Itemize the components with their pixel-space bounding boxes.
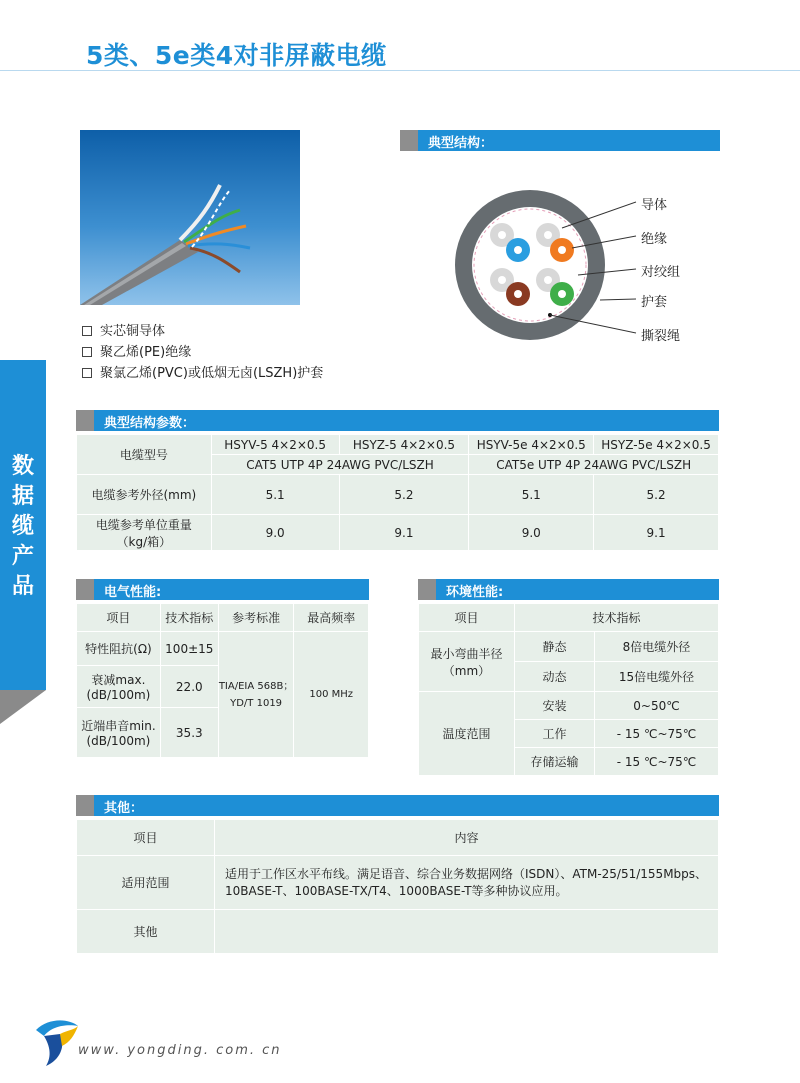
feature-text: 聚乙烯(PE)绝缘 <box>100 345 192 360</box>
params-weight-value: 9.1 <box>339 515 469 551</box>
website-url[interactable]: www. yongding. com. cn <box>78 1043 282 1058</box>
side-tab-char: 据 <box>11 484 34 509</box>
params-weight-value: 9.1 <box>594 515 719 551</box>
feature-text: 实芯铜导体 <box>100 324 166 339</box>
environment-header: 项目 <box>419 604 515 632</box>
work-label: 工作 <box>515 720 595 748</box>
checkbox-icon <box>82 347 92 357</box>
environment-table <box>418 603 719 776</box>
storage-value: - 15 ℃~75℃ <box>595 748 719 776</box>
dynamic-value: 15倍电缆外径 <box>595 662 719 692</box>
params-model: HSYV-5e 4×2×0.5 <box>469 435 594 455</box>
label-jacket: 护套 <box>641 295 668 310</box>
install-value: 0~50℃ <box>595 692 719 720</box>
company-logo <box>30 1016 80 1068</box>
max-frequency: 100 MHz <box>294 632 369 758</box>
attenuation-value: 22.0 <box>160 666 218 708</box>
params-od-label: 电缆参考外径(mm) <box>77 475 212 515</box>
electrical-header: 参考标准 <box>218 604 294 632</box>
side-tab-char: 缆 <box>11 514 34 539</box>
scope-label: 适用范围 <box>77 856 215 910</box>
params-od-value: 5.2 <box>594 475 719 515</box>
structure-section-header <box>400 130 720 151</box>
params-weight-value: 9.0 <box>469 515 594 551</box>
attenuation-label: 衰减max. (dB/100m) <box>77 666 161 708</box>
environment-header: 技术指标 <box>515 604 719 632</box>
electrical-heading: 电气性能: <box>104 585 162 600</box>
static-label: 静态 <box>515 632 595 662</box>
electrical-table <box>76 603 369 758</box>
side-tab-char: 产 <box>11 544 34 569</box>
feature-item <box>82 362 323 381</box>
side-tab-char: 数 <box>11 454 34 479</box>
other-header: 内容 <box>215 820 719 856</box>
feature-item <box>82 320 165 339</box>
category-side-tab <box>0 360 46 690</box>
electrical-section-header <box>76 579 369 600</box>
params-cat-group: CAT5e UTP 4P 24AWG PVC/LSZH <box>469 455 719 475</box>
params-model: HSYZ-5e 4×2×0.5 <box>594 435 719 455</box>
params-weight-label: 电缆参考单位重量 （kg/箱） <box>77 515 212 551</box>
electrical-header: 技术指标 <box>160 604 218 632</box>
other-table <box>76 819 719 954</box>
params-model-label: 电缆型号 <box>77 435 212 475</box>
params-model: HSYV-5 4×2×0.5 <box>211 435 339 455</box>
feature-item <box>82 341 191 360</box>
params-od-value: 5.2 <box>339 475 469 515</box>
misc-label: 其他 <box>77 910 215 954</box>
dynamic-label: 动态 <box>515 662 595 692</box>
electrical-header: 项目 <box>77 604 161 632</box>
params-weight-value: 9.0 <box>211 515 339 551</box>
params-section-header <box>76 410 719 431</box>
page-title: 5类、5e类4对非屏蔽电缆 <box>86 41 387 70</box>
cable-product-photo <box>80 130 300 305</box>
params-cat-group: CAT5 UTP 4P 24AWG PVC/LSZH <box>211 455 469 475</box>
label-ripcord: 撕裂绳 <box>641 329 681 344</box>
other-heading: 其他： <box>104 801 144 816</box>
environment-heading: 环境性能: <box>446 585 504 600</box>
static-value: 8倍电缆外径 <box>595 632 719 662</box>
label-twisted-pair: 对绞组 <box>641 265 681 280</box>
scope-content: 适用于工作区水平布线。满足语音、综合业务数据网络（ISDN）、ATM-25/51/155Mbps、 10BASE-T、100BASE-TX/T4、1000BASE-T等多种协议应用。 <box>215 856 719 910</box>
params-model: HSYZ-5 4×2×0.5 <box>339 435 469 455</box>
bend-radius-label: 最小弯曲半径 （mm） <box>419 632 515 692</box>
environment-section-header <box>418 579 719 600</box>
next-value: 35.3 <box>160 708 218 758</box>
structure-heading: 典型结构： <box>428 136 494 151</box>
other-header: 项目 <box>77 820 215 856</box>
checkbox-icon <box>82 368 92 378</box>
electrical-header: 最高频率 <box>294 604 369 632</box>
title-divider <box>0 70 800 71</box>
impedance-label: 特性阻抗(Ω) <box>77 632 161 666</box>
storage-label: 存储运输 <box>515 748 595 776</box>
params-table <box>76 434 719 551</box>
reference-standard: TIA/EIA 568B； YD/T 1019 <box>218 632 294 758</box>
temperature-label: 温度范围 <box>419 692 515 776</box>
label-conductor: 导体 <box>641 198 668 213</box>
label-insulation: 绝缘 <box>641 232 668 247</box>
side-tab-corner <box>0 690 46 724</box>
side-tab-char: 品 <box>11 574 34 599</box>
params-od-value: 5.1 <box>469 475 594 515</box>
work-value: - 15 ℃~75℃ <box>595 720 719 748</box>
other-section-header <box>76 795 719 816</box>
feature-text: 聚氯乙烯(PVC)或低烟无卤(LSZH)护套 <box>100 366 324 381</box>
install-label: 安装 <box>515 692 595 720</box>
misc-content <box>215 910 719 954</box>
checkbox-icon <box>82 326 92 336</box>
next-label: 近端串音min. (dB/100m) <box>77 708 161 758</box>
params-od-value: 5.1 <box>211 475 339 515</box>
impedance-value: 100±15 <box>160 632 218 666</box>
params-heading: 典型结构参数： <box>104 416 196 431</box>
